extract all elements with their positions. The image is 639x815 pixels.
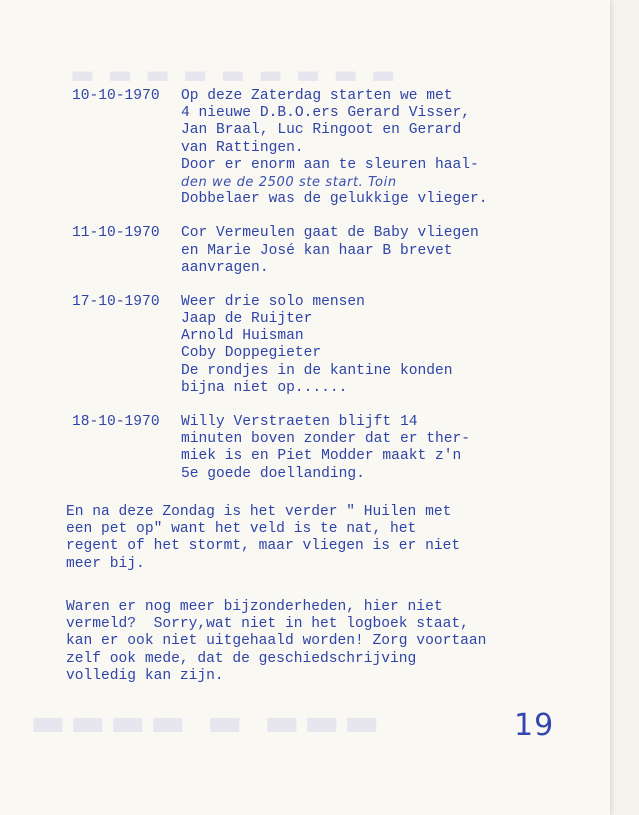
entry-text — [181, 88, 488, 208]
paragraph-line: volledig kan zijn. — [66, 667, 224, 684]
page-number: 19 — [514, 708, 555, 743]
entry-line: Jan Braal, Luc Ringoot en Gerard — [181, 122, 462, 139]
entry-line: bijna niet op...... — [181, 379, 348, 396]
paragraph-line: Waren er nog meer bijzonderheden, hier niet — [66, 599, 443, 615]
logbook-entry — [72, 88, 488, 208]
logbook-entries — [72, 88, 488, 500]
entry-line: Coby Doppegieter — [181, 345, 322, 362]
logbook-entry — [72, 414, 488, 483]
paragraph-line: een pet op" want het veld is te nat, het — [66, 521, 417, 538]
entry-line: den we de 2500 ste start. Toin — [181, 174, 397, 190]
entry-date: 10-10-1970 — [72, 88, 160, 104]
entry-line: Door er enorm aan te sleuren haal- — [181, 156, 479, 173]
logbook-entry — [72, 225, 488, 277]
paragraph-line: En na deze Zondag is het verder " Huilen met — [66, 504, 452, 520]
entry-line: Dobbelaer was de gelukkige vlieger. — [181, 191, 488, 208]
paragraph-line: vermeld? Sorry,wat niet in het logboek staat, — [66, 616, 469, 633]
entry-line: Weer drie solo mensen — [181, 293, 365, 310]
closing-paragraph — [66, 504, 460, 573]
entry-line: miek is en Piet Modder maakt z'n — [181, 448, 462, 465]
entry-line: van Rattingen. — [181, 139, 304, 156]
entry-text — [181, 414, 470, 483]
entry-text — [181, 294, 453, 397]
entry-line: Jaap de Ruijter — [181, 311, 313, 328]
entry-date: 18-10-1970 — [72, 414, 160, 430]
paragraph-line: kan er ook niet uitgehaald worden! Zorg voortaan — [66, 633, 487, 650]
entry-line: aanvragen. — [181, 259, 269, 276]
paragraph-line: regent of het stormt, maar vliegen is er niet — [66, 538, 461, 555]
entry-text — [181, 225, 479, 277]
logbook-entry — [72, 294, 488, 397]
bleed-through-decoration: ▬ ▬ ▬ ▬ ▬ ▬ ▬ ▬ ▬ — [70, 60, 398, 90]
paragraph-line: zelf ook mede, dat de geschiedschrijving — [66, 650, 417, 667]
entry-line: 4 nieuwe D.B.O.ers Gerard Visser, — [181, 105, 471, 122]
entry-line: 5e goede doellanding. — [181, 465, 365, 482]
paragraph-line: meer bij. — [66, 555, 145, 572]
entry-date: 11-10-1970 — [72, 225, 160, 242]
entry-line: en Marie José kan haar B brevet — [181, 242, 453, 259]
entry-line: Arnold Huisman — [181, 328, 304, 345]
appeal-paragraph — [66, 599, 486, 685]
entry-line: Cor Vermeulen gaat de Baby vliegen — [181, 225, 479, 242]
entry-line: minuten boven zonder dat er ther- — [181, 431, 471, 448]
entry-line: Op deze Zaterdag starten we met — [181, 88, 453, 104]
entry-date: 17-10-1970 — [72, 293, 160, 310]
entry-line: De rondjes in de kantine konden — [181, 362, 453, 379]
entry-line: Willy Verstraeten blijft 14 — [181, 414, 418, 430]
bleed-through-decoration: ▬▬▬▬ ▬ ▬▬▬ — [30, 700, 384, 744]
